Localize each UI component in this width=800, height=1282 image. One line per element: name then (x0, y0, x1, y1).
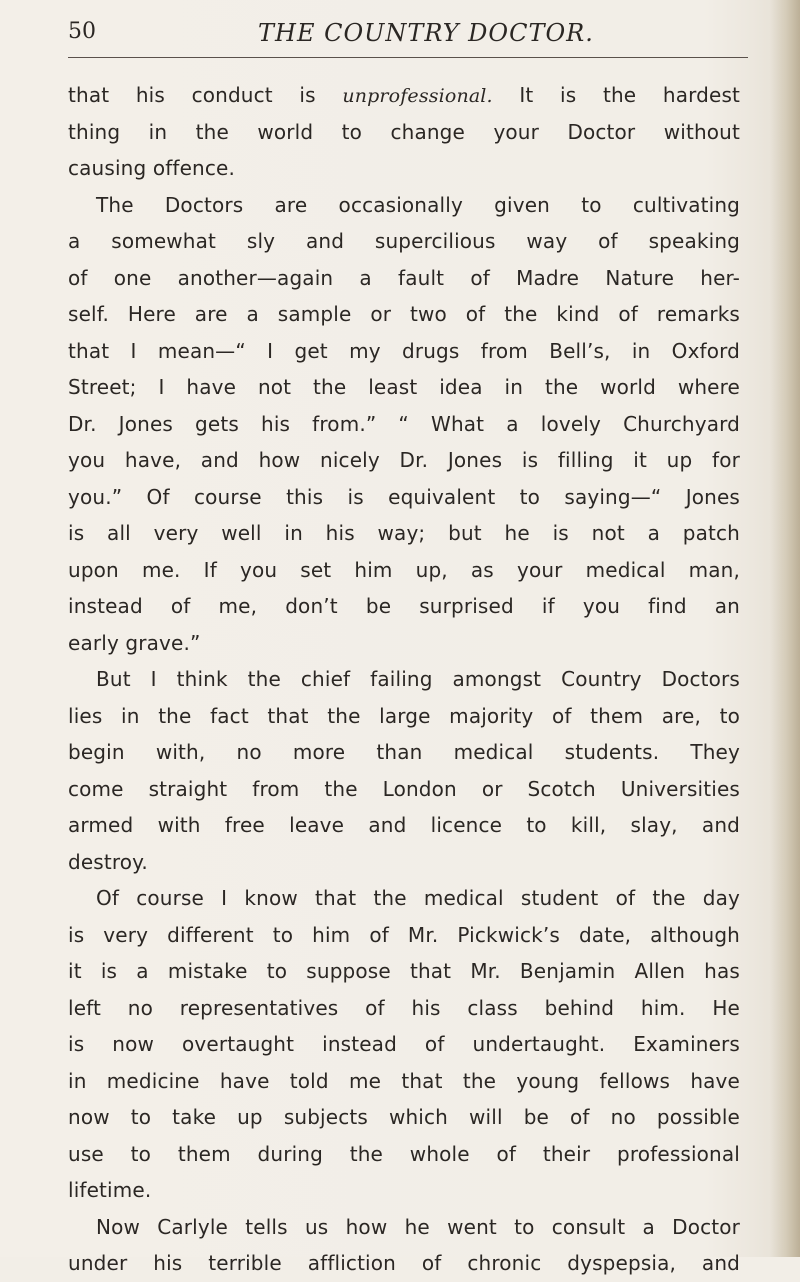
text-line: self. Here are a sample or two of the kind of remarks (68, 302, 740, 326)
page-number: 50 (68, 19, 96, 44)
text-line: begin with, no more than medical students. They (68, 740, 740, 764)
header-rule (68, 57, 748, 58)
line1-end: It is the hardest (492, 83, 740, 107)
text-line: left no representatives of his class behind him. He (68, 995, 740, 1020)
page-header (68, 18, 748, 58)
text-line: Dr. Jones gets his from.” “ What a lovely Churchyard (68, 411, 740, 436)
text-line: destroy. (68, 849, 148, 874)
line1-start: that his conduct is (68, 83, 343, 107)
text-line: it is a mistake to suppose that Mr. Benjamin Allen has (68, 959, 740, 983)
text-line: of one another—again a fault of Madre Nature her- (68, 265, 740, 290)
text-line: that I mean—“ I get my drugs from Bell’s, in Oxford (68, 338, 740, 363)
text-line: armed with free leave and licence to kill, slay, and (68, 813, 740, 837)
text-line: under his terrible affliction of chronic dyspepsia, and (68, 1251, 740, 1275)
text-line: thing in the world to change your Doctor without (68, 119, 740, 144)
text-line: a somewhat sly and supercilious way of speaking (68, 229, 740, 253)
body-text (68, 77, 740, 1282)
text-line: you have, and how nicely Dr. Jones is filling it up for (68, 448, 740, 472)
text-line: use to them during the whole of their professional (68, 1141, 740, 1166)
paragraph-start: The Doctors are occasionally given to cultivating (96, 192, 740, 217)
text-line: now to take up subjects which will be of no possible (68, 1105, 740, 1129)
text-line: in medicine have told me that the young fellows have (68, 1068, 740, 1093)
italic-word: unprofessional. (342, 85, 493, 107)
page-edge-shadow (770, 0, 800, 1257)
text-line: is all very well in his way; but he is not a patch (68, 521, 740, 545)
paragraph-start: Of course I know that the medical student of the day (96, 886, 740, 910)
text-line: lifetime. (68, 1178, 152, 1202)
text-line: lies in the fact that the large majority of them are, to (68, 703, 740, 728)
text-line: is now overtaught instead of undertaught. Examiners (68, 1032, 740, 1056)
running-head: THE COUNTRY DOCTOR. (258, 19, 594, 47)
text-line: causing offence. (68, 156, 235, 180)
text-line: upon me. If you set him up, as your medical man, (68, 557, 740, 582)
text-line: you.” Of course this is equivalent to saying—“ Jones (68, 484, 740, 509)
text-line: early grave.” (68, 630, 201, 655)
text-line: is very different to him of Mr. Pickwick’s date, although (68, 922, 740, 947)
paragraph-start: Now Carlyle tells us how he went to consult a Doctor (96, 1214, 740, 1239)
text-line: come straight from the London or Scotch Universities (68, 776, 740, 801)
text-line-1 (68, 77, 740, 114)
paragraph-start: But I think the chief failing amongst Country Doctors (96, 667, 740, 691)
text-line: Street; I have not the least idea in the world where (68, 375, 740, 399)
text-line: instead of me, don’t be surprised if you find an (68, 594, 740, 618)
